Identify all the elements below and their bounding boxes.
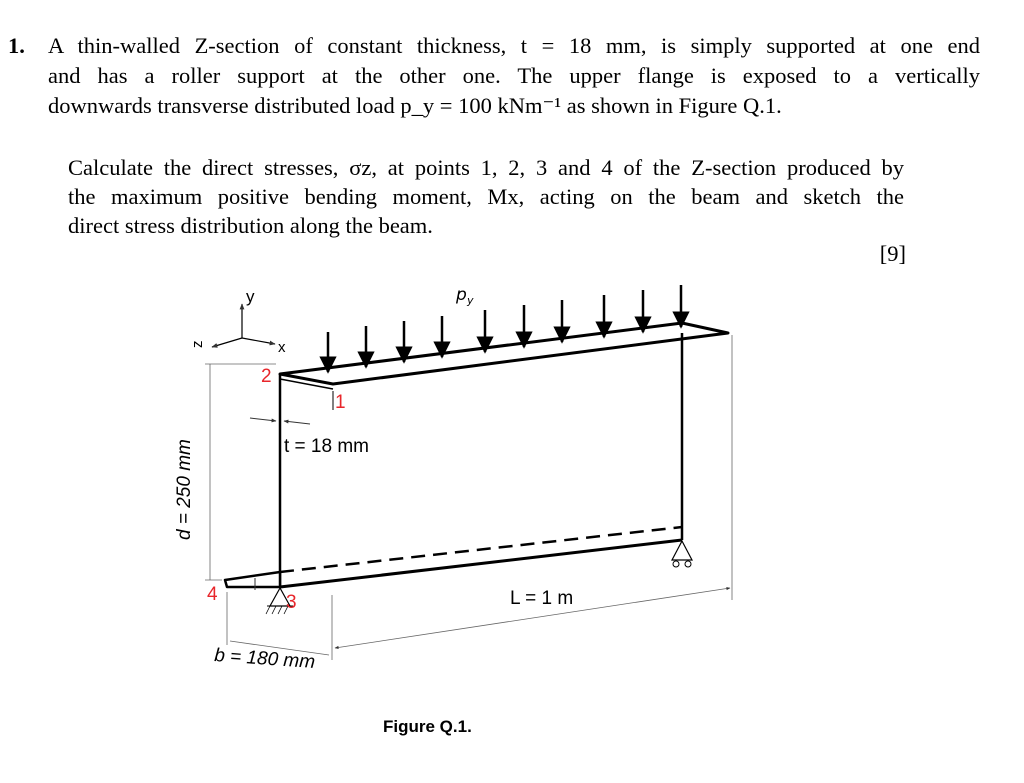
length-dimension: [335, 335, 732, 648]
x-axis: [242, 338, 275, 344]
roller-support: [672, 541, 692, 567]
axis-y-label: y: [246, 287, 255, 306]
task-line-3: direct stress distribution along the beam.: [68, 213, 433, 238]
width-dimension: [214, 592, 332, 673]
point-label-4: 4: [207, 584, 218, 605]
lower-flange: [225, 527, 682, 587]
task-line-1: Calculate the direct stresses, σz, at points 1, 2, 3 and 4 of the Z-section produced by: [68, 155, 904, 180]
depth-dimension: [174, 364, 276, 580]
axis-z-label: z: [189, 340, 206, 348]
upper-flange: [280, 323, 728, 389]
marks-label: [9]: [879, 241, 906, 266]
thickness-label: t = 18 mm: [284, 436, 369, 457]
question-line-3: downwards transverse distributed load p_y = 100 kNm⁻¹ as shown in Figure Q.1.: [48, 93, 782, 118]
point-label-1: 1: [335, 392, 346, 413]
depth-label: d = 250 mm: [174, 439, 195, 540]
question-line-2: and has a roller support at the other one. The upper flange is exposed to a vertically: [48, 63, 980, 88]
length-label: L = 1 m: [510, 588, 574, 609]
question-line-1: A thin-walled Z-section of constant thickness, t = 18 mm, is simply supported at one end: [48, 33, 980, 58]
z-axis: [212, 338, 242, 347]
figure-caption: Figure Q.1.: [383, 717, 472, 736]
point-label-2: 2: [261, 366, 272, 387]
width-label: b = 180 mm: [213, 645, 316, 674]
point-label-3: 3: [286, 592, 297, 613]
load-label: p: [456, 285, 467, 305]
thickness-dimension: [250, 418, 369, 457]
task-line-2: the maximum positive bending moment, Mx, acting on the beam and sketch the: [68, 184, 904, 209]
question-number: 1.: [8, 33, 25, 58]
load-subscript: y: [467, 294, 474, 307]
axis-x-label: x: [278, 339, 286, 356]
axes: [189, 287, 286, 356]
